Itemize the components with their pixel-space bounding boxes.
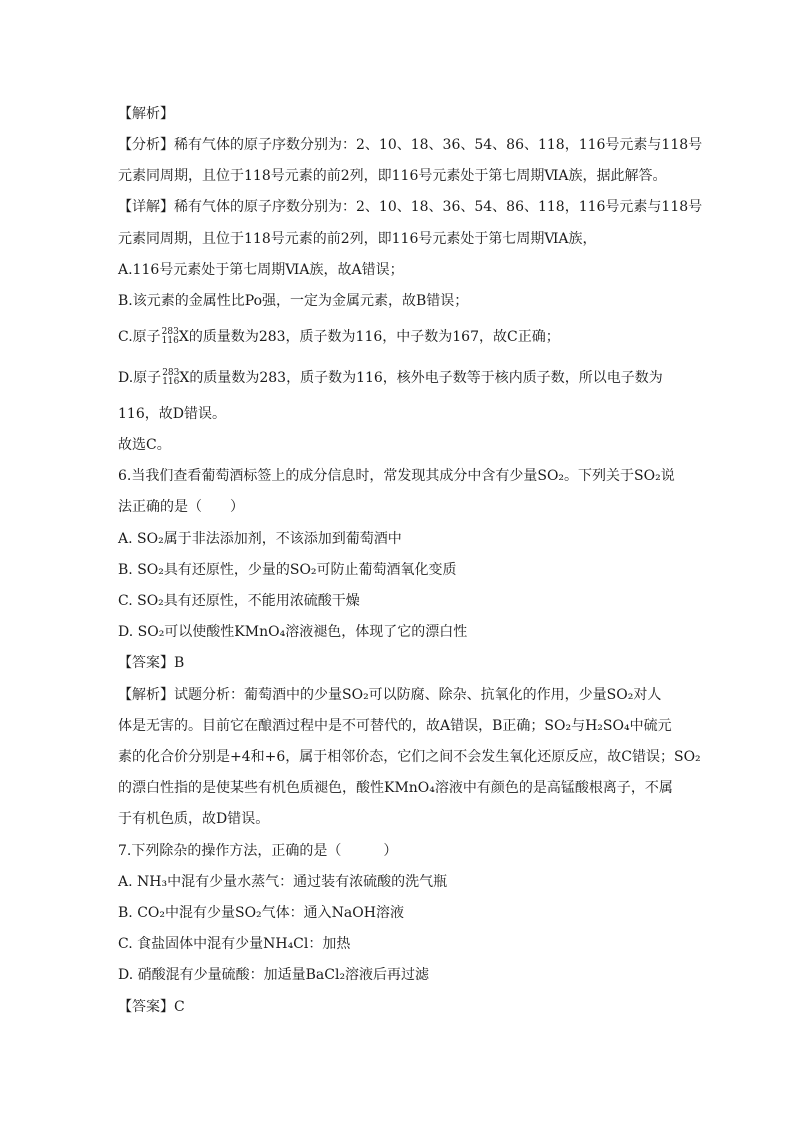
text-line: B.该元素的金属性比Po强，一定为金属元素，故B错误； — [118, 293, 469, 309]
text-line: D. 硝酸混有少量硫酸：加适量BaCl₂溶液后再过滤 — [118, 967, 430, 983]
mass-number: 283 — [161, 327, 179, 337]
text-line: 于有机色质，故D错误。 — [118, 811, 270, 827]
text-line: C. 食盐固体中混有少量NH₄Cl：加热 — [118, 936, 351, 952]
text-line: 116，故D错误。 — [118, 406, 226, 422]
text-line: B. CO₂中混有少量SO₂气体：通入NaOH溶液 — [118, 905, 404, 921]
text-line: 元素同周期，且位于118号元素的前2列，即116号元素处于第七周期ⅥA族， — [118, 231, 597, 247]
text-line: 故选C。 — [118, 437, 171, 453]
text-line: 法正确的是（ ） — [118, 499, 244, 515]
line-prefix: C.原子 — [118, 329, 161, 345]
text-line: 【答案】C — [118, 999, 185, 1015]
text-line: A. NH₃中混有少量水蒸气：通过装有浓硫酸的洗气瓶 — [118, 874, 448, 890]
text-line: 【解析】试题分析：葡萄酒中的少量SO₂可以防腐、除杂、抗氧化的作用，少量SO₂对人 — [118, 687, 662, 703]
text-line: 元素同周期，且位于118号元素的前2列，即116号元素处于第七周期ⅥA族，据此解答。 — [118, 168, 667, 184]
text-line: 【分析】稀有气体的原子序数分别为：2、10、18、36、54、86、118，116号元素与118号 — [118, 137, 703, 153]
text-line: 素的化合价分别是+4和+6，属于相邻价态，它们之间不会发生氧化还原反应，故C错误；SO₂ — [118, 749, 701, 765]
text-line: 【解析】 — [118, 106, 174, 122]
text-line: 【答案】B — [118, 655, 185, 671]
text-line: 【详解】稀有气体的原子序数分别为：2、10、18、36、54、86、118，116号元素与118号 — [118, 199, 703, 215]
mass-number: 283 — [162, 368, 180, 378]
text-line: A.116号元素处于第七周期ⅥA族，故A错误； — [118, 262, 404, 278]
nuclide-notation — [162, 369, 179, 387]
atomic-number: 116 — [162, 377, 180, 387]
text-line: C. SO₂具有还原性，不能用浓硫酸干燥 — [118, 593, 360, 609]
nuclide-notation — [162, 328, 179, 346]
text-line: 7.下列除杂的操作方法，正确的是（ ） — [118, 843, 398, 859]
line-suffix: X的质量数为283，质子数为116，中子数为167，故C正确； — [178, 329, 560, 345]
text-line: 6.当我们查看葡萄酒标签上的成分信息时，常发现其成分中含有少量SO₂。下列关于SO₂说 — [118, 468, 675, 484]
line-suffix: X的质量数为283，质子数为116，核外电子数等于核内质子数，所以电子数为 — [179, 370, 663, 386]
text-line: D. SO₂可以使酸性KMnO₄溶液褪色，体现了它的漂白性 — [118, 624, 468, 640]
atomic-number: 116 — [161, 336, 179, 346]
text-line — [118, 327, 560, 347]
line-prefix: D.原子 — [118, 370, 162, 386]
text-line: 的漂白性指的是使某些有机色质褪色，酸性KMnO₄溶液中有颜色的是高锰酸根离子，不属 — [118, 780, 673, 796]
text-line: 体是无害的。目前它在酿酒过程中是不可替代的，故A错误，B正确；SO₂与H₂SO₄中硫元 — [118, 718, 672, 734]
text-line: B. SO₂具有还原性，少量的SO₂可防止葡萄酒氧化变质 — [118, 562, 457, 578]
text-line: A. SO₂属于非法添加剂，不该添加到葡萄酒中 — [118, 531, 402, 547]
text-line — [118, 368, 663, 388]
